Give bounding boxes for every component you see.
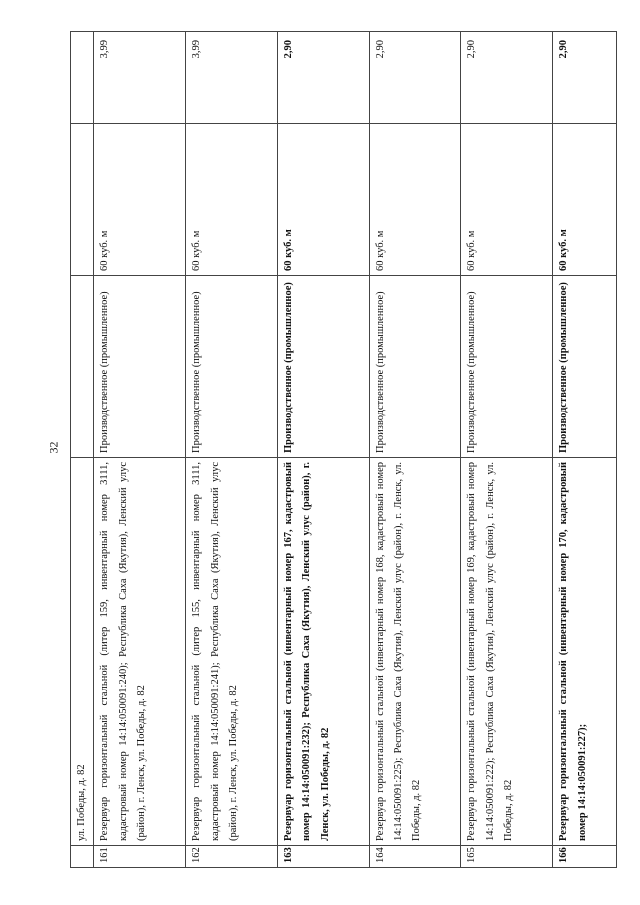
page-number: 32 [46,441,61,454]
value-cell: 3,99 [186,32,278,124]
volume-cell: 60 куб. м [94,124,186,276]
description-cell: Резервуар горизонтальный стальной (литер 155, инвентарный номер 3111, кадастровый номер 14:14:050091:241); Республика Саха (Якутия), Ленский улус (район), г. Ленск, ул. Победы, д. 82 [186,458,278,846]
purpose-cell: Производственное (промышленное) [94,276,186,458]
row-number-cell [71,846,94,868]
description-cell: Резервуар горизонтальный стальной (литер 159, инвентарный номер 3111, кадастровый номер 14:14:050091:240); Республика Саха (Якутия), Ленский улус (район), г. Ленск, ул. Победы, д. 82 [94,458,186,846]
table-row [553,32,617,868]
volume-cell: 60 куб. м [277,124,369,276]
table-row [277,32,369,868]
value-cell: 2,90 [461,32,553,124]
purpose-cell [71,276,94,458]
table-row [186,32,278,868]
table-row [94,32,186,868]
value-cell [71,32,94,124]
row-number-cell: 163 [277,846,369,868]
purpose-cell: Производственное (промышленное) [461,276,553,458]
table-row [369,32,461,868]
description-cell: Резервуар горизонтальный стальной (инвентарный номер 168, кадастровый номер 14:14:050091:225); Республика Саха (Якутия), Ленский улус (район), г. Ленск, ул. Победы, д. 82 [369,458,461,846]
description-cell: Резервуар горизонтальный стальной (инвентарный номер 167, кадастровый номер 14:14:050091:232); Республика Саха (Якутия), Ленский улус (район), г. Ленск, ул. Победы, д. 82 [277,458,369,846]
property-table [70,31,617,868]
document-table-wrapper [70,32,617,868]
purpose-cell: Производственное (промышленное) [186,276,278,458]
row-number-cell: 165 [461,846,553,868]
volume-cell: 60 куб. м [369,124,461,276]
table-row [71,32,94,868]
purpose-cell: Производственное (промышленное) [369,276,461,458]
value-cell: 2,90 [277,32,369,124]
purpose-cell: Производственное (промышленное) [277,276,369,458]
purpose-cell: Производственное (промышленное) [553,276,617,458]
volume-cell [71,124,94,276]
table-row [461,32,553,868]
volume-cell: 60 куб. м [461,124,553,276]
row-number-cell: 164 [369,846,461,868]
volume-cell: 60 куб. м [186,124,278,276]
row-number-cell: 166 [553,846,617,868]
description-cell: ул. Победы, д. 82 [71,458,94,846]
row-number-cell: 161 [94,846,186,868]
description-cell: Резервуар горизонтальный стальной (инвентарный номер 170, кадастровый номер 14:14:050091:227); [553,458,617,846]
row-number-cell: 162 [186,846,278,868]
value-cell: 2,90 [369,32,461,124]
volume-cell: 60 куб. м [553,124,617,276]
value-cell: 3,99 [94,32,186,124]
description-cell: Резервуар горизонтальный стальной (инвентарный номер 169, кадастровый номер 14:14:050091:222); Республика Саха (Якутия), Ленский улус (район), г. Ленск, ул. Победы, д. 82 [461,458,553,846]
value-cell: 2,90 [553,32,617,124]
